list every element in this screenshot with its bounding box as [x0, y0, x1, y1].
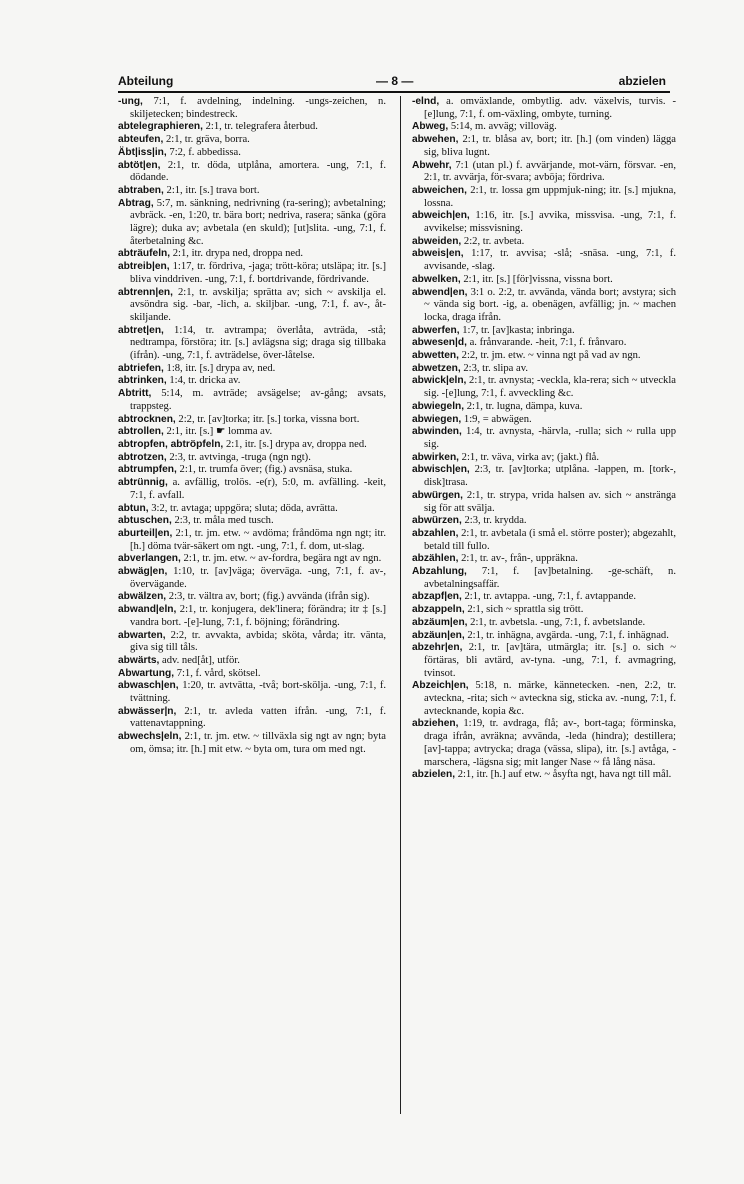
entry-definition: 5:7, m. sänkning, nedrivning (ra-sering); avbetalning; avbräck. -en, 1:20, tr. bära bort; nedriva, rasera; sänka (göra lägre); duka av; avbetala (en skuld); [ut]slita. -ung, 7:1, f. återbetalning &c. [130, 197, 386, 247]
entry-definition: 2:3, tr. slipa av. [463, 362, 528, 374]
entry-definition: a. avfällig, trolös. -e(r), 5:0, m. avfälling. -keit, 7:1, f. avfall. [130, 477, 386, 501]
entry-headword: abwesen|d, [412, 337, 467, 349]
entry-headword: abwechs|eln, [118, 731, 182, 743]
entry-headword: abtrenn|en, [118, 286, 173, 298]
entry-headword: abtrotzen, [118, 451, 167, 463]
dictionary-entry [412, 566, 676, 591]
entry-definition: 1:20, tr. avtvätta, -två; bort-skölja. -ung, 7:1, f. tvättning. [130, 680, 386, 705]
entry-headword: abwirken, [412, 451, 459, 463]
entry-headword: Abzeich|en, [412, 680, 469, 692]
entry-definition: 2:1, tr. jm. etw. ~ avdöma; fråndöma ngn ngt; itr. [h.] döma tvär-säkert om ngt. -ung, 7:1, f. dom, ut-slag. [130, 527, 386, 552]
dictionary-entry [412, 414, 676, 427]
entry-definition: 2:1, tr. avtappa. -ung, 7:1, f. avtappande. [464, 591, 637, 603]
entry-headword: abwetten, [412, 350, 459, 362]
entry-headword: abtrollen, [118, 426, 164, 438]
entry-headword: abtropfen, abtröpfeln, [118, 438, 224, 450]
entry-definition: 2:1, tr. av-, från-, uppräkna. [461, 553, 578, 565]
entry-headword: abzäum|en, [412, 616, 468, 628]
dictionary-entry [118, 160, 386, 185]
dictionary-entry [412, 375, 676, 400]
dictionary-entry [412, 401, 676, 414]
dictionary-entry [118, 680, 386, 705]
header-right-guide-word: abzielen [618, 74, 666, 88]
dictionary-entry [118, 363, 386, 376]
dictionary-entry [412, 769, 676, 782]
entry-definition: 2:1, itr. [s.] drypa av, droppa ned. [225, 438, 367, 450]
dictionary-entry [412, 121, 676, 134]
entry-definition: 2:2, tr. avvakta, avbida; sköta, vårda; itr. vänta, giva sig till tåls. [130, 629, 386, 654]
entry-headword: abzielen, [412, 769, 456, 781]
dictionary-entry [412, 515, 676, 528]
dictionary-entry [118, 630, 386, 655]
entry-headword: abwürgen, [412, 489, 463, 501]
entry-definition: 1:9, = abwägen. [463, 413, 532, 425]
dictionary-entry [412, 274, 676, 287]
entry-headword: abträufeln, [118, 248, 171, 260]
entry-definition: 2:1, tr. avnysta; -veckla, kla-rera; sich ~ utveckla sig. -[e]lung, 7:1, f. avveckling &c. [424, 375, 676, 400]
entry-headword: abzappeln, [412, 604, 465, 616]
entry-headword: Abzahlung, [412, 566, 467, 578]
entry-definition: 2:2, tr. avbeta. [463, 235, 525, 247]
entry-definition: 5:18, n. märke, kännetecken. -nen, 2:2, tr. avteckna, -rita; sich ~ avteckna sig, sticka av. -nung, 7:1, f. avtecknande, kopia &c. [424, 680, 676, 717]
dictionary-entry [412, 642, 676, 680]
entry-definition: 1:16, itr. [s.] avvika, missvisa. -ung, 7:1, f. avvikelse; missvisning. [424, 210, 676, 235]
entry-headword: abwiegeln, [412, 400, 465, 412]
entry-headword: abtöt|en, [118, 159, 161, 171]
dictionary-entry [412, 185, 676, 210]
entry-definition: 1:4, tr. dricka av. [169, 375, 241, 387]
dictionary-entry [118, 426, 386, 439]
entry-definition: 2:1, tr. gräva, borra. [165, 134, 250, 146]
entry-headword: abweichen, [412, 184, 467, 196]
dictionary-entry [412, 363, 676, 376]
entry-headword: abziehen, [412, 718, 459, 730]
entry-definition: 2:1, tr. trumfa över; (fig.) avsnäsa, stuka. [179, 464, 353, 476]
dictionary-entry [412, 464, 676, 489]
dictionary-entry [118, 185, 386, 198]
dictionary-entry [412, 134, 676, 159]
entry-headword: abzehr|en, [412, 642, 463, 654]
entry-headword: abwässer|n, [118, 705, 177, 717]
column-divider [400, 96, 401, 1114]
entry-headword: abteufen, [118, 134, 164, 146]
dictionary-entry [118, 96, 386, 121]
entry-headword: abtret|en, [118, 324, 164, 336]
dictionary-entry [118, 604, 386, 629]
entry-headword: abwinden, [412, 426, 462, 438]
entry-definition: 1:19, tr. avdraga, flå; av-, bort-taga; förminska, draga ifrån, avräkna; avvända, -leda (hindra); destillera; [av]-tappa; avtrycka; draga (vässa, slipa), itr. [s.] avtåga, -marschera, -lägsna sig; mit langer Nase ~ få lång näsa. [424, 718, 676, 768]
entry-definition: 1:10, tr. [av]väga; överväga. -ung, 7:1, f. av-, övervägande. [130, 566, 386, 590]
dictionary-entry [118, 375, 386, 388]
dictionary-entry [118, 706, 386, 731]
entry-headword: abzapf|en, [412, 591, 462, 603]
entry-definition: 2:1, tr. avskilja; sprätta av; sich ~ avskilja el. avsöndra sig. -bar, -lich, a. skiljbar. -ung, 7:1, f. av-, åt-skiljande. [130, 286, 386, 323]
entry-definition: 2:1, tr. avbetala (i små el. större poster); abgezahlt, betald till fullo. [424, 527, 676, 552]
entry-definition: 2:1, tr. [av]tära, utmärgla; itr. [s.] o. sich ~ förtäras, bli avtärd, av-tyna. -ung, 7:1, f. avmagring, tvinsot. [424, 642, 676, 679]
entry-headword: abtraben, [118, 184, 164, 196]
entry-definition: 1:17, tr. fördriva, -jaga; trött-köra; utsläpa; itr. [s.] bliva vinddriven. -ung, 7:1, f. bortdrivande, fördrivande. [130, 261, 386, 285]
entry-headword: abwäg|en, [118, 566, 168, 578]
entry-headword: abtrumpfen, [118, 464, 177, 476]
entry-definition: 2:2, tr. [av]torka; itr. [s.] torka, vissna bort. [178, 413, 360, 425]
entry-headword: aburteil|en, [118, 527, 173, 539]
entry-definition: 1:8, itr. [s.] drypa av, ned. [166, 362, 276, 374]
entry-headword: abzählen, [412, 553, 459, 565]
dictionary-entry [412, 490, 676, 515]
entry-headword: abwiegen, [412, 413, 462, 425]
entry-headword: abweis|en, [412, 248, 464, 260]
dictionary-entry [412, 718, 676, 769]
entry-definition: 2:1, tr. strypa, vrida halsen av. sich ~ anstränga sig för att svälja. [424, 489, 676, 514]
dictionary-entry [412, 337, 676, 350]
entry-headword: abtelegraphieren, [118, 121, 203, 133]
entry-headword: -ung, [118, 96, 143, 107]
dictionary-entry [118, 591, 386, 604]
entry-definition: 2:1, tr. jm. etw. ~ av-fordra, begära ngt av ngn. [183, 553, 382, 565]
entry-headword: Abtrag, [118, 197, 154, 209]
entry-headword: abtrinken, [118, 375, 167, 387]
entry-headword: abwand|eln, [118, 604, 177, 616]
entry-headword: abwärts, [118, 654, 160, 666]
page-number: — 8 — [376, 74, 414, 88]
entry-definition: 1:17, tr. avvisa; -slå; -snäsa. -ung, 7:1, f. avvisande, -slag. [424, 248, 676, 273]
entry-definition: 2:3, tr. avtvinga, -truga (ngn ngt). [169, 451, 311, 463]
dictionary-entry [118, 464, 386, 477]
dictionary-entry [118, 121, 386, 134]
dictionary-entry [118, 452, 386, 465]
entry-headword: abwelken, [412, 273, 461, 285]
entry-headword: abtrocknen, [118, 413, 176, 425]
header-left-guide-word: Abteilung [118, 74, 174, 88]
entry-definition: 2:3, tr. krydda. [464, 515, 527, 527]
entry-definition: 2:1, tr. telegrafera återbud. [205, 121, 318, 133]
entry-headword: abwetzen, [412, 362, 461, 374]
entry-definition: 5:14, m. avträde; avsägelse; av-gång; avsats, trappsteg. [130, 388, 386, 412]
entry-definition: a. frånvarande. -heit, 7:1, f. frånvaro. [469, 337, 627, 349]
entry-definition: 2:1, tr. väva, virka av; (jakt.) flå. [461, 451, 600, 463]
dictionary-entry [412, 248, 676, 273]
entry-headword: abwerfen, [412, 324, 460, 336]
dictionary-entry [118, 439, 386, 452]
entry-definition: 1:7, tr. [av]kasta; inbringa. [462, 324, 575, 336]
dictionary-entry [118, 388, 386, 413]
dictionary-entry [412, 528, 676, 553]
dictionary-entry [412, 325, 676, 338]
entry-definition: 2:1, tr. lossa gm uppmjuk-ning; itr. [s.] mjukna, lossna. [424, 184, 676, 209]
entry-definition: 2:1, sich ~ sprattla sig trött. [467, 604, 584, 616]
dictionary-entry [118, 503, 386, 516]
dictionary-entry [412, 604, 676, 617]
entry-headword: abtun, [118, 502, 149, 514]
entry-headword: abwick|eln, [412, 375, 467, 387]
entry-headword: Abweg, [412, 121, 449, 133]
entry-headword: abwarten, [118, 629, 166, 641]
dictionary-entry [118, 515, 386, 528]
dictionary-entry [118, 198, 386, 249]
entry-definition: 1:4, tr. avnysta, -härvla, -rulla; sich ~ rulla upp sig. [424, 426, 676, 450]
entry-definition: 3:2, tr. avtaga; uppgöra; sluta; döda, avrätta. [151, 502, 338, 514]
dictionary-entry [412, 96, 676, 121]
dictionary-entry [412, 287, 676, 325]
dictionary-entry [118, 528, 386, 553]
dictionary-entry [118, 248, 386, 261]
dictionary-entry [412, 350, 676, 363]
entry-definition: adv. ned[åt], utför. [162, 654, 240, 666]
dictionary-entry [412, 553, 676, 566]
dictionary-entry [118, 414, 386, 427]
entry-definition: 2:1, tr. konjugera, dek'linera; förändra; itr ‡ [s.] vandra bort. -[e]-lung, 7:1, f. böjning; förändring. [130, 604, 386, 628]
entry-definition: 5:14, m. avväg; villoväg. [450, 121, 557, 133]
entry-headword: abtrünnig, [118, 477, 168, 489]
entry-headword: Abtritt, [118, 388, 152, 400]
entry-headword: abwälzen, [118, 591, 167, 603]
entry-headword: abzäun|en, [412, 629, 465, 641]
entry-definition: a. omväxlande, ombytlig. adv. växelvis, turvis. -[e]lung, 7:1, f. om-växling, ombyte, turning. [424, 96, 676, 120]
left-column [118, 96, 386, 1114]
entry-definition: 2:1, tr. avleda vatten ifrån. -ung, 7:1, f. vattenavtappning. [130, 705, 386, 730]
entry-headword: abtriefen, [118, 362, 164, 374]
entry-definition: 2:1, tr. avbetsla. -ung, 7:1, f. avbetslande. [470, 616, 646, 628]
dictionary-entry [412, 160, 676, 185]
entry-headword: Abwehr, [412, 159, 452, 171]
entry-headword: abverlangen, [118, 553, 181, 565]
entry-headword: abtuschen, [118, 515, 172, 527]
entry-definition: 2:3, tr. [av]torka; utplåna. -lappen, m. [tork-, disk]trasa. [424, 464, 676, 489]
dictionary-entry [118, 287, 386, 325]
entry-definition: 1:14, tr. avtrampa; överlåta, avträda, -stå; nedtrampa, förstöra; itr. [s.] avlägsna sig; draga sig tillbaka (ifrån). -ung, 7:1, f. avträdelse, över-låtelse. [130, 324, 386, 362]
dictionary-entry [118, 566, 386, 591]
dictionary-entry [118, 147, 386, 160]
entry-definition: 2:1, tr. blåsa av, bort; itr. [h.] (om vinden) lägga sig, bliva lugnt. [424, 134, 676, 158]
entry-headword: abwasch|en, [118, 680, 179, 692]
entry-headword: -elnd, [412, 96, 440, 107]
entry-definition: 2:3, tr. måla med tusch. [174, 515, 274, 527]
dictionary-entry [412, 236, 676, 249]
dictionary-entry [412, 426, 676, 451]
entry-definition: 2:1, itr. [s.] ☛ lomma av. [166, 426, 273, 438]
entry-definition: 2:3, tr. vältra av, bort; (fig.) avvända (ifrån sig). [168, 591, 370, 603]
entry-definition: 2:1, tr. inhägna, avgärda. -ung, 7:1, f. inhägnad. [467, 629, 669, 641]
entry-definition: 2:1, itr. drypa ned, droppa ned. [172, 248, 304, 260]
dictionary-entry [412, 630, 676, 643]
dictionary-entry [412, 591, 676, 604]
dictionary-entry [412, 210, 676, 235]
dictionary-entry [118, 134, 386, 147]
page-header [118, 70, 666, 92]
entry-definition: 7:1, f. avdelning, indelning. -ungs-zeichen, n. skiljetecken; bindestreck. [130, 96, 386, 120]
entry-headword: abwisch|en, [412, 464, 470, 476]
dictionary-entry [118, 655, 386, 668]
right-column [412, 96, 676, 1114]
dictionary-entry [118, 553, 386, 566]
entry-headword: Äbt|iss|in, [118, 146, 167, 158]
entry-definition: 7:2, f. abbedissa. [169, 146, 241, 158]
entry-headword: abwend|en, [412, 286, 468, 298]
entry-definition: 7:1, f. [av]betalning. -ge-schäft, n. avbetalningsaffär. [424, 566, 676, 590]
entry-headword: abtreib|en, [118, 261, 170, 273]
entry-headword: abweich|en, [412, 210, 470, 222]
dictionary-entry [412, 617, 676, 630]
entry-headword: abweiden, [412, 235, 462, 247]
entry-definition: 2:1, itr. [s.] [för]vissna, vissna bort. [463, 273, 613, 285]
header-rule [118, 91, 670, 93]
dictionary-entry [118, 261, 386, 286]
entry-definition: 2:1, tr. lugna, dämpa, kuva. [466, 400, 583, 412]
entry-definition: 2:1, itr. [s.] trava bort. [166, 184, 260, 196]
dictionary-entry [412, 452, 676, 465]
dictionary-entry [118, 668, 386, 681]
entry-definition: 2:1, tr. döda, utplåna, amortera. -ung, 7:1, f. dödande. [130, 159, 386, 184]
entry-definition: 2:1, tr. jm. etw. ~ tillväxla sig ngt av ngn; byta om, ömsa; itr. [h.] mit etw. ~ byta om, tura om med ngt. [130, 731, 386, 755]
entry-definition: 2:2, tr. jm. etw. ~ vinna ngt på vad av ngn. [461, 350, 641, 362]
entry-definition: 7:1, f. vård, skötsel. [176, 667, 261, 679]
entry-headword: abzahlen, [412, 527, 459, 539]
entry-definition: 2:1, itr. [h.] auf etw. ~ åsyfta ngt, hava ngt till mål. [457, 769, 672, 781]
dictionary-entry [118, 325, 386, 363]
entry-headword: Abwartung, [118, 667, 175, 679]
dictionary-entry [412, 680, 676, 718]
entry-headword: abwehen, [412, 134, 459, 146]
entry-headword: abwürzen, [412, 515, 462, 527]
entry-definition: 3:1 o. 2:2, tr. avvända, vända bort; avstyra; sich ~ vända sig bort. -ig, a. obenägen, avfällig; jn. ~ machen locka, draga ifrån. [424, 286, 676, 323]
dictionary-entry [118, 731, 386, 756]
entry-definition: 7:1 (utan pl.) f. avvärjande, mot-värn, försvar. -en, 2:1, tr. avvärja, för-svara; avböja; fördriva. [424, 159, 676, 184]
dictionary-entry [118, 477, 386, 502]
